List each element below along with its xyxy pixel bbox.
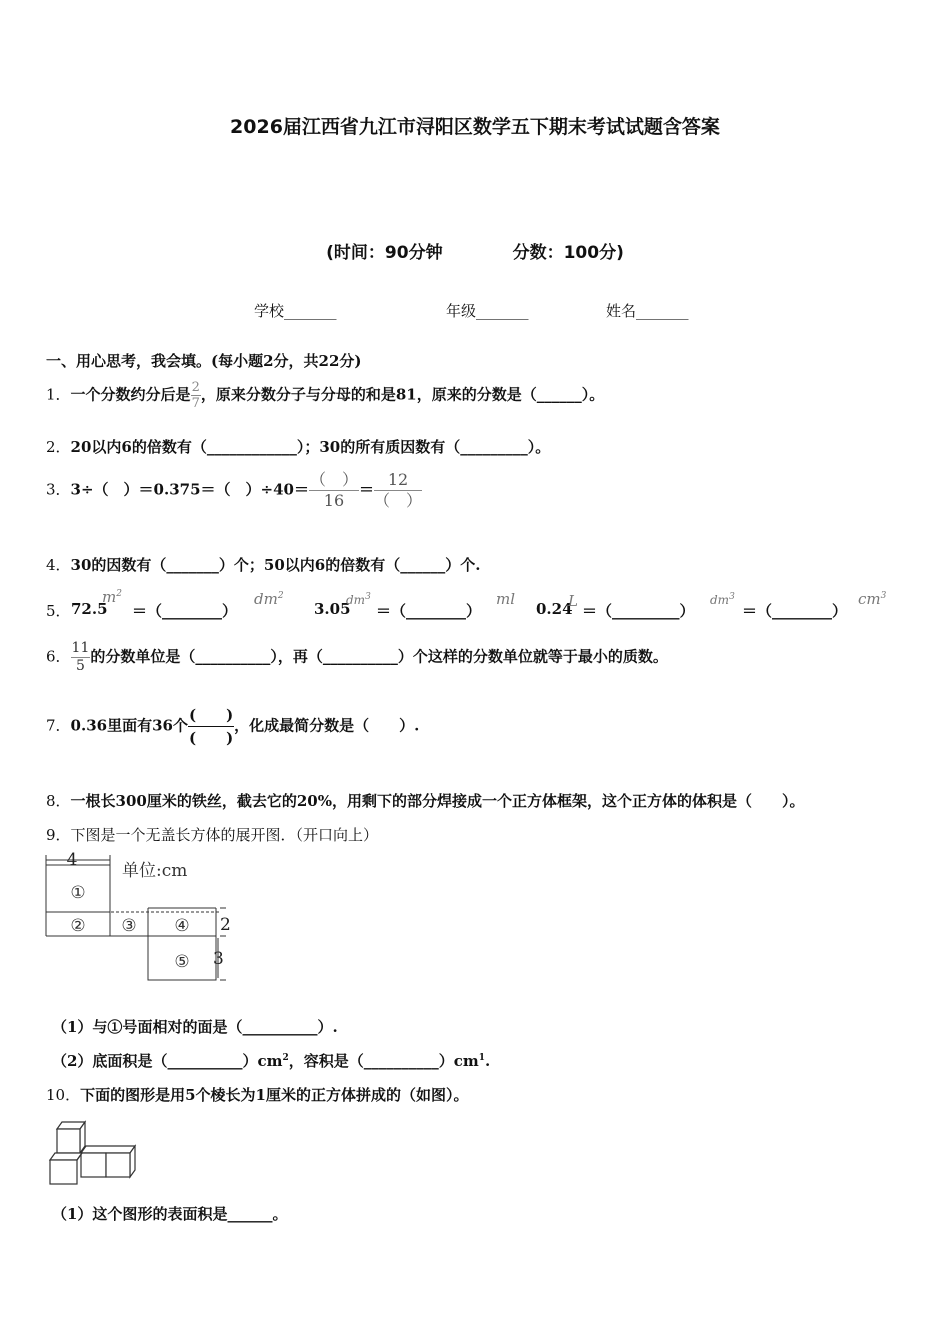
q3-frac2-top: 12 <box>374 470 422 491</box>
q5-unit-3: $dm^3$ <box>346 592 371 607</box>
q5-number: 5． <box>46 602 71 620</box>
dim-right-b-label: 3 <box>213 949 224 969</box>
q5-blank-3: ＝（_________） <box>582 602 695 620</box>
q6-frac-top: 11 <box>71 640 90 656</box>
q9-sub2-sup2: 1 <box>478 1053 485 1063</box>
q5-unit-6: $dm^3$ <box>710 592 735 607</box>
q4-text: 30的因数有（_______）个；50以内6的倍数有（______）个. <box>70 556 481 574</box>
q2-text: 20以内6的倍数有（____________）；30的所有质因数有（_________）。 <box>70 438 551 456</box>
question-6 <box>46 640 668 675</box>
q5-blank-2: ＝（________） <box>376 602 482 620</box>
q7-fraction <box>188 704 234 749</box>
q5-unit-1: $m^2$ <box>102 588 122 606</box>
q6-fraction <box>71 640 91 675</box>
q8-number: 8． <box>46 792 71 810</box>
q9-sub2-b: ，容积是（__________）cm <box>288 1052 479 1070</box>
question-7 <box>46 704 419 749</box>
q9-sub2-sup: 2 <box>282 1053 289 1063</box>
q1-frac-bottom: 7 <box>191 396 200 411</box>
q3-equals: ＝ <box>358 480 374 499</box>
question-4 <box>46 554 480 575</box>
q1-text-b: ，原来分数分子与分母的和是81，原来的分数是（______）。 <box>200 385 605 404</box>
q5-unit-7: $cm^3$ <box>858 590 887 608</box>
q9-number: 9． <box>46 826 71 844</box>
q3-fraction-2 <box>374 470 422 511</box>
q6-text: 的分数单位是（__________），再（__________）个这样的分数单位就等于最小的质数。 <box>90 647 668 666</box>
face-3-label: ③ <box>121 916 137 936</box>
q5-unit-4: ml <box>496 590 516 608</box>
unit-label: 单位:cm <box>122 861 188 881</box>
grade-field[interactable]: 年级_______ <box>446 302 529 320</box>
face-5-label: ⑤ <box>174 952 190 972</box>
exam-time: (时间：90分钟 <box>326 243 443 263</box>
q1-frac-top: 2 <box>191 380 200 395</box>
q10-sub1: （1）这个图形的表面积是______。 <box>52 1205 288 1223</box>
q5-value-2: 3.05 <box>314 600 351 618</box>
q3-text: 3÷（ ）＝0.375＝（ ）÷40＝ <box>70 480 309 499</box>
q5-unit-2: $dm^2$ <box>254 590 284 608</box>
q3-frac1-top: （ ） <box>309 470 358 489</box>
q2-number: 2． <box>46 438 71 456</box>
q4-number: 4． <box>46 556 71 574</box>
q8-text: 一根长300厘米的铁丝，截去它的20%，用剩下的部分焊接成一个正方体框架，这个正方体的体积是（ ）。 <box>70 792 805 810</box>
q9-sub2-c: . <box>485 1052 491 1070</box>
q7-frac-top: ( ) <box>188 704 234 727</box>
q5-value-3: 0.24 <box>536 600 573 618</box>
q10-number: 10． <box>46 1086 81 1104</box>
q9-text: 下图是一个无盖长方体的展开图．（开口向上） <box>70 826 379 844</box>
face-2-label: ② <box>70 916 86 936</box>
question-2 <box>46 436 550 457</box>
face-4-label: ④ <box>174 916 190 936</box>
q3-frac1-bottom: 16 <box>323 491 345 510</box>
question-10 <box>46 1084 468 1105</box>
q1-fraction <box>191 380 201 411</box>
q7-text-b: ，化成最简分数是（ ）. <box>234 716 420 735</box>
q7-number: 7． <box>46 716 71 735</box>
question-9 <box>46 824 378 845</box>
exam-meta <box>0 238 950 263</box>
dim-right-a-label: 2 <box>220 915 231 935</box>
q3-frac2-bottom: （ ） <box>374 491 423 510</box>
q10-text: 下面的图形是用5个棱长为1厘米的正方体拼成的（如图）。 <box>80 1086 469 1104</box>
q9-sub1: （1）与①号面相对的面是（__________）. <box>52 1018 338 1036</box>
question-3 <box>46 470 422 511</box>
name-field[interactable]: 姓名_______ <box>606 302 689 320</box>
q5-blank-1: ＝（________） <box>132 602 238 620</box>
cubes-figure <box>46 1118 138 1186</box>
q9-sub2 <box>52 1050 490 1071</box>
question-1 <box>46 380 604 411</box>
exam-score: 分数：100分) <box>512 243 624 263</box>
question-8 <box>46 790 805 811</box>
q5-blank-4: ＝（________） <box>742 602 848 620</box>
q7-text-a: 0.36里面有36个 <box>70 716 188 735</box>
q5-unit-5: L <box>568 592 578 610</box>
page-title: 2026届江西省九江市浔阳区数学五下期末考试试题含答案 <box>230 116 720 138</box>
q3-fraction-1 <box>309 470 359 511</box>
question-5 <box>46 588 926 624</box>
box-net-figure <box>40 850 240 985</box>
q5-value-1: 72.5 <box>71 600 108 618</box>
school-field[interactable]: 学校_______ <box>254 302 337 320</box>
q1-text-a: 一个分数约分后是 <box>70 385 191 404</box>
q9-sub2-a: （2）底面积是（__________）cm <box>52 1052 283 1070</box>
section-heading: 一、用心思考，我会填。(每小题2分，共22分) <box>46 352 362 370</box>
q6-number: 6． <box>46 647 71 666</box>
q7-frac-bottom: ( ) <box>188 729 234 747</box>
q3-number: 3． <box>46 480 71 499</box>
dim-top-label: 4 <box>66 850 78 870</box>
q6-frac-bottom: 5 <box>76 658 85 674</box>
face-1-label: ① <box>70 883 86 903</box>
q1-number: 1． <box>46 385 71 404</box>
